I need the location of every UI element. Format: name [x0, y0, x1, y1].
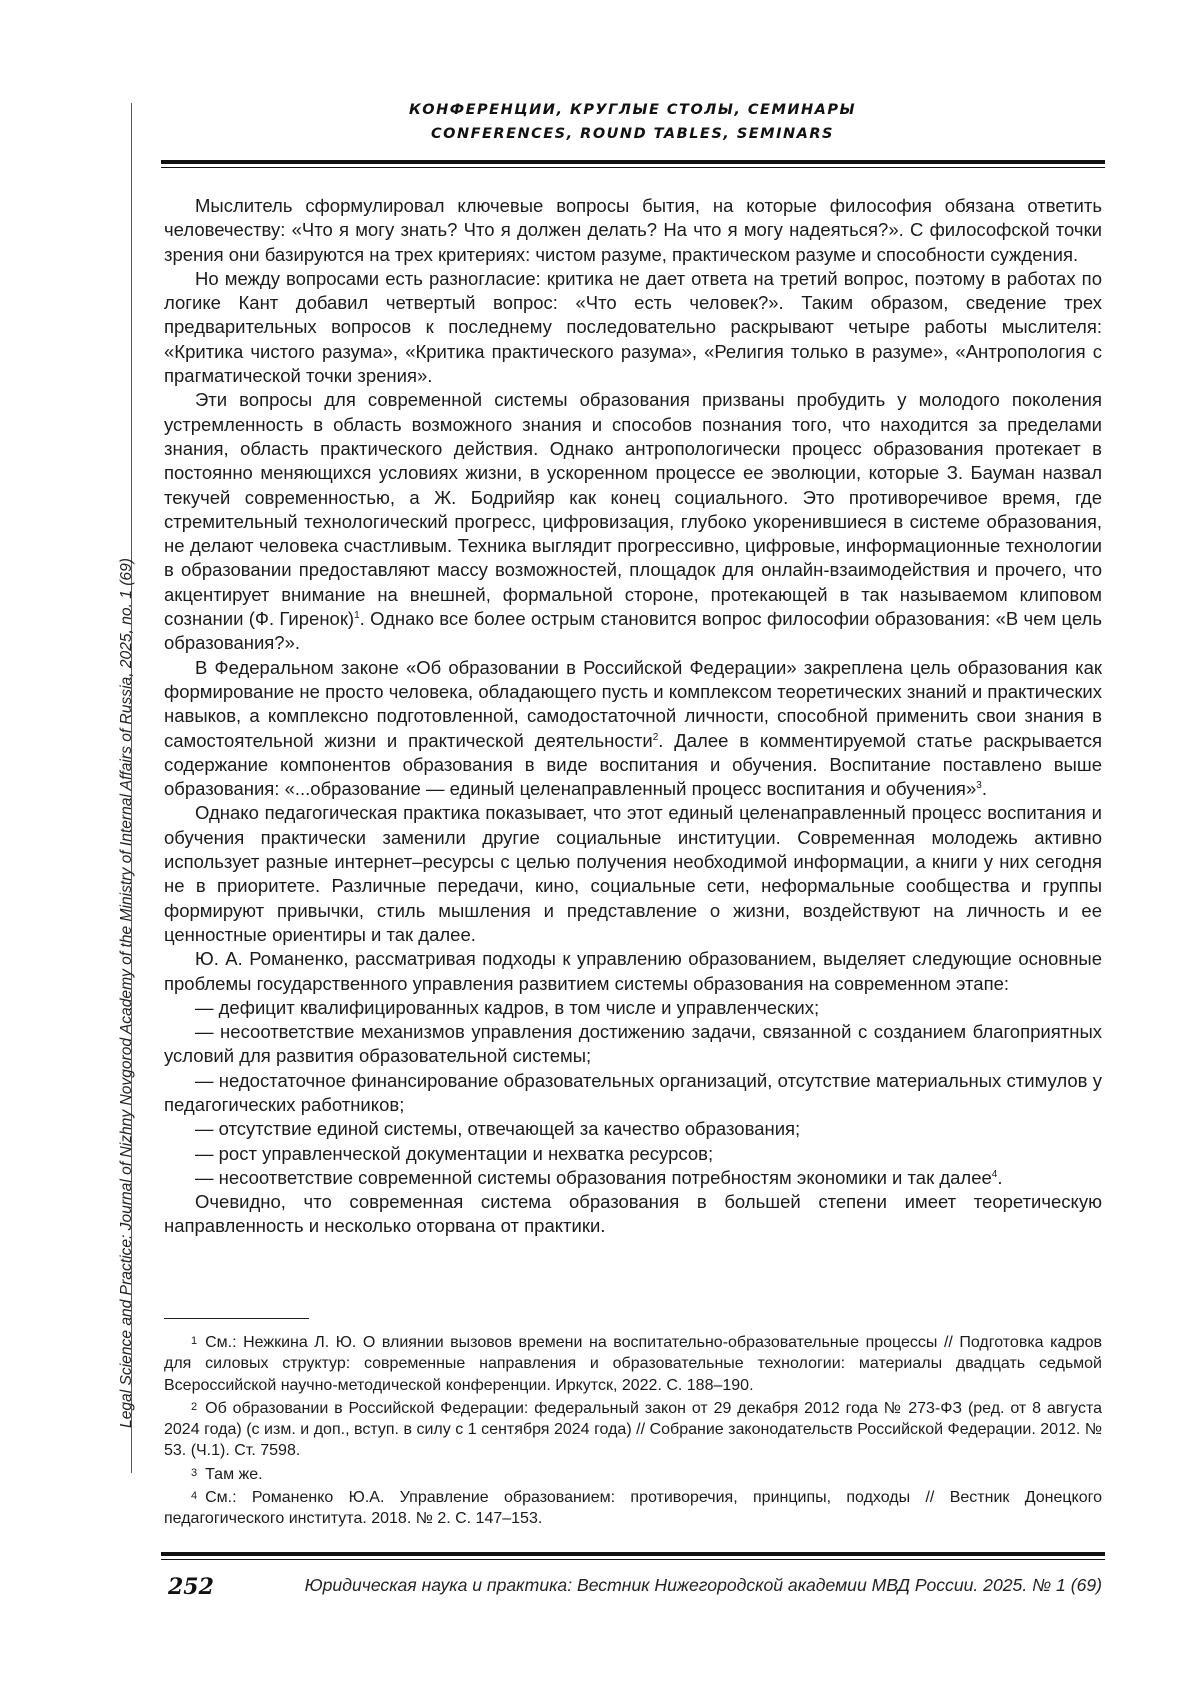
footnote-number: 3 — [191, 1466, 198, 1479]
footer-journal-title: Юридическая наука и практика: Вестник Нижегородской академии МВД России. 2025. № 1 (69) — [304, 1575, 1102, 1595]
footnote-ref-4[interactable]: 4 — [991, 1168, 998, 1180]
paragraph-3 — [164, 388, 1102, 655]
list-item-text: — несоответствие современной системы образования потребностям экономики и так далее — [195, 1166, 992, 1188]
list-item: — недостаточное финансирование образовательных организаций, отсутствие материальных стимулов у педагогических работников; — [164, 1069, 1102, 1115]
header-rule-thick — [161, 160, 1105, 164]
page-number: 252 — [168, 1574, 214, 1600]
section-header-en: CONFERENCES, ROUND TABLES, SEMINARS — [431, 126, 834, 142]
paragraph-1: Мыслитель сформулировал ключевые вопросы бытия, на которые философия обязана ответить человечеству: «Что я могу знать? Что я должен делать? На что я могу надеяться?». С философской точки зрения они базируются на трех критериях: чистом разуме, практическом разуме и способности суждения. — [164, 195, 1102, 265]
footer-rule-thick — [161, 1552, 1105, 1556]
header-rule-thin — [161, 167, 1105, 168]
list-item: — рост управленческой документации и нехватка ресурсов; — [195, 1142, 714, 1164]
paragraph-3-tail: . Однако все более острым становится вопрос философии образования: «В чем цель образования?». — [164, 608, 1102, 654]
paragraph-3-text: Эти вопросы для современной системы образования призваны пробудить у молодого поколения устремленность в область возможного знания и способов познания того, что находится за пределами знания, область практического действия. Однако антропологически процесс образования протекает в постоянно меняющихся условиях жизни, в ускоренном процессе ее эволюции, которые З. Бауман назвал текучей современностью, а Ж. Бодрийяр как конец социального. Это противоречивое время, где стремительный технологический прогресс, цифровизация, глубоко укоренившиеся в системе образования, не делают человека счастливым. Техника выглядит прогрессивно, цифровые, информационные технологии в образовании предоставляют массу возможностей, площадок для онлайн-взаимодействия и прочего, что акцентирует внимание на внешней, формальной стороне, протекающей в так называемом клиповом сознании (Ф. Гиренок) — [164, 389, 1102, 630]
footnotes — [164, 1331, 1102, 1531]
paragraph-5: Однако педагогическая практика показывает, что этот единый целенаправленный процесс воспитания и обучения практически заменили другие социальные институции. Современная молодежь активно использует разные интернет–ресурсы с целью получения необходимой информации, а книги у них сегодня не в приоритете. Различные передачи, кино, социальные сети, неформальные сообщества и группы формируют привычки, стиль мышления и представление о жизни, воздействуют на личность и ее ценностные ориентиры и так далее. — [164, 802, 1102, 945]
footnote-ref-3[interactable]: 3 — [976, 779, 982, 791]
footnote — [164, 1331, 1102, 1396]
footnote-number: 1 — [191, 1335, 198, 1347]
paragraph-4 — [164, 656, 1102, 802]
section-header-ru: КОНФЕРЕНЦИИ, КРУГЛЫЕ СТОЛЫ, СЕМИНАРЫ — [408, 102, 857, 118]
list-item-end: . — [997, 1166, 1003, 1188]
footnote-text: См.: Нежкина Л. Ю. О влиянии вызовов времени на воспитательно-образовательные процессы // Подготовка кадров для силовых структур: современные направления и образовательные технологии: материалы двадцать седьмой Всероссийской научно-методической конференции. Иркутск, 2022. С. 188–190. — [164, 1334, 1102, 1394]
paragraph-4-text: В Федеральном законе «Об образовании в Российской Федерации» закреплена цель образования как формирование не просто человека, обладающего пусть и комплексом теоретических знаний и практических навыков, а комплексно подготовленной, самодостаточной личности, способной применить свои знания в самостоятельной жизни и практической деятельности — [164, 656, 1102, 751]
article-body — [164, 194, 1102, 1239]
footnote-ref-2[interactable]: 2 — [652, 731, 659, 743]
side-journal-title: Legal Science and Practice: Journal of Nizhny Novgorod Academy of the Ministry of Internal Affairs of Russia, 2025, no. 1 (69) — [118, 558, 135, 1428]
paragraph-7: Очевидно, что современная система образования в большей степени имеет теоретическую направленность и несколько оторвана от практики. — [164, 1191, 1102, 1237]
list-item: — несоответствие механизмов управления достижению задачи, связанной с созданием благоприятных условий для развития образовательной системы; — [164, 1021, 1102, 1067]
footnote — [164, 1486, 1102, 1530]
list-item — [164, 1166, 1102, 1190]
footnote — [164, 1463, 1102, 1485]
paragraph-6: Ю. А. Романенко, рассматривая подходы к управлению образованием, выделяет следующие основные проблемы государственного управления развитием системы образования на современном этапе: — [164, 948, 1102, 994]
paragraph-4-tail: . Далее в комментируемой статье раскрывается содержание компонентов образования в виде воспитания и обучения. Воспитание поставлено выше образования: «...образование — единый целенаправленный процесс воспитания и обучения» — [164, 729, 1103, 800]
paragraph-4-end: . — [981, 778, 987, 800]
footnote-ref-1[interactable]: 1 — [354, 609, 360, 621]
footnote-divider — [164, 1318, 309, 1319]
section-header — [160, 98, 1105, 146]
list-item: — отсутствие единой системы, отвечающей за качество образования; — [195, 1118, 801, 1140]
paragraph-2: Но между вопросами есть разногласие: критика не дает ответа на третий вопрос, поэтому в работах по логике Кант добавил четвертый вопрос: «Что есть человек?». Таким образом, сведение трех предварительных вопросов к последнему последовательно раскрывают четыре работы мыслителя: «Критика чистого разума», «Критика практического разума», «Религия только в разуме», «Антропология с прагматической точки зрения». — [164, 267, 1102, 387]
footnote — [164, 1397, 1102, 1462]
footnote-text: Об образовании в Российской Федерации: федеральный закон от 29 декабря 2012 года № 273-ФЗ (ред. от 8 августа 2024 года) (с изм. и доп., вступ. в силу с 1 сентября 2024 года) // Собрание законодательств Российской Федерации. 2012. № 53. (Ч.1). Ст. 7598. — [164, 1399, 1102, 1460]
footnote-number: 4 — [191, 1490, 198, 1503]
footnote-text: Там же. — [205, 1465, 263, 1483]
list-item: — дефицит квалифицированных кадров, в том числе и управленческих; — [195, 996, 820, 1018]
footnote-number: 2 — [191, 1400, 198, 1413]
footnote-text: См.: Романенко Ю.А. Управление образованием: противоречия, принципы, подходы // Вестник Донецкого педагогического института. 2018. № 2. С. 147–153. — [164, 1489, 1102, 1528]
footer-rule-thin — [161, 1559, 1105, 1560]
